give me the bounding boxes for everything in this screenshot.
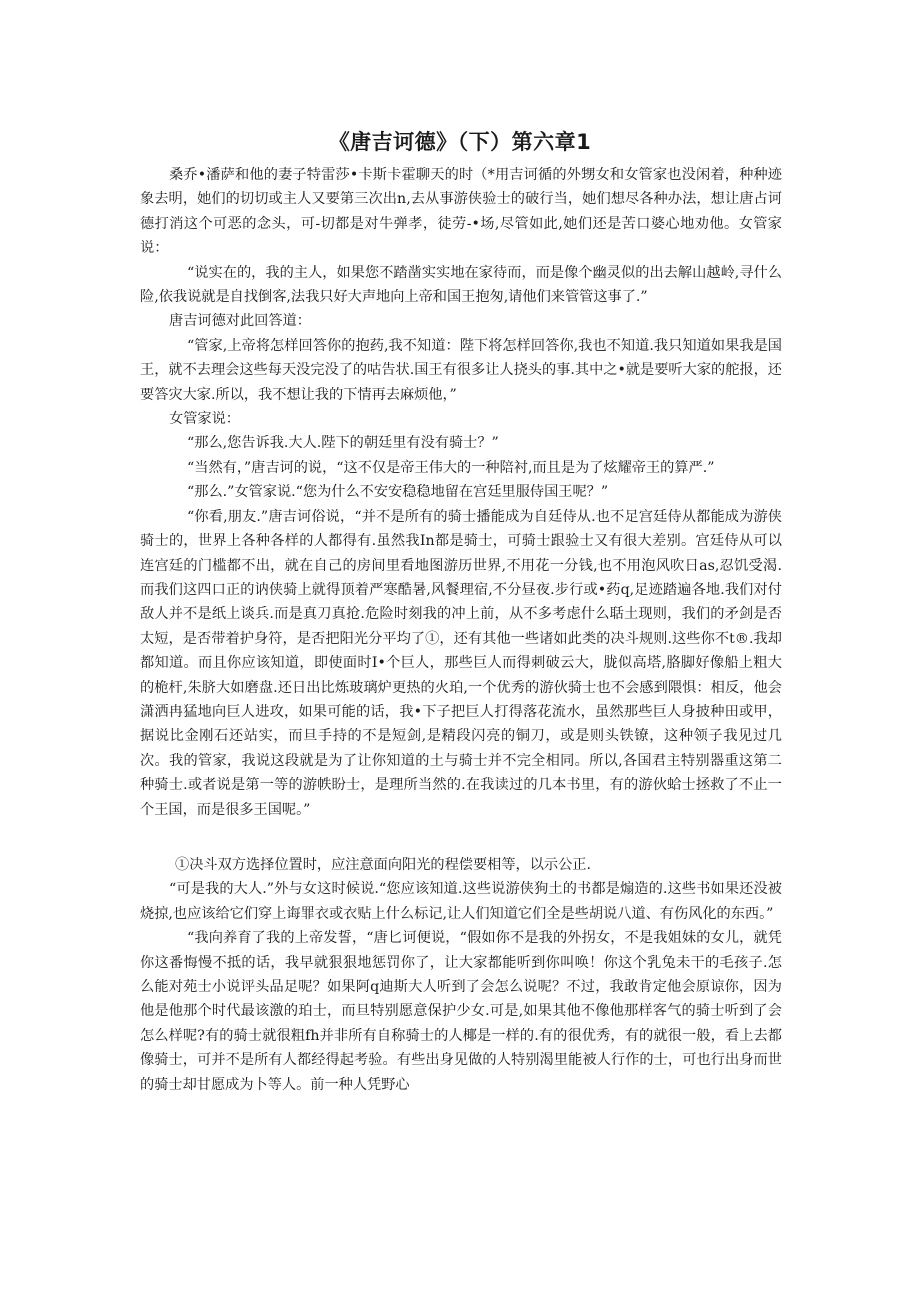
paragraph: 桑乔•潘萨和他的妻子特雷莎•卡斯卡霍聊天的时（*用吉诃循的外甥女和女管家也没闲着，种种迹象去明，她们的切切或主人又要第三次出n,去从事游侠验士的破行当，她们想尽各种办法，想让唐占诃德打消这个可恶的念头，可-切都是对牛弹孝，徒劳-•场,尽管如此,她们还是苦口婆心地劝他。女管家说： <box>140 167 782 257</box>
paragraph: “那么.”女管家说.“您为什么不安安稳稳地留在宫廷里服侍国王呢？” <box>187 484 609 501</box>
page-title: 《唐吉诃德》（下）第六章1 <box>328 130 592 154</box>
paragraph: “我向养育了我的上帝发誓，“唐匕诃便说，“假如你不是我的外拐女，不是我姐妹的女儿，就凭你这番悔慢不抵的话，我早就狠狠地惩罚你了，让大家都能听到你叫唤！你这个乳兔未干的毛孩子.怎么能对苑士小说评头品足呢？如果阿q迪斯大人听到了会怎么说呢？不过，我敢肯定他会原谅你，因为他是他那个时代最该激的珀士，而旦特别愿意保护少女.可是,如果其他不像他那样客气的骑士听到了会怎么样呢?有的骑士就很粗fh并非所有自称骑士的人椰是一样的.有的很优秀，有的就很一般，看上去都像骑士，可并不是所有人都经得起考验。有些出身见做的人特别渴里能被人行作的士，可也行出身而世的骑士却甘愿成为卜等人。前一种人凭野心 <box>140 930 782 1093</box>
section-gap <box>140 822 782 853</box>
paragraph: “说实在的，我的主人，如果您不踏凿实实地在家待而，而是像个幽灵似的出去解山越岭,寻什么险,依我说就是自找倒客,法我只好大声地向上帝和国王抱匆,请他们来管管这事了.” <box>140 264 782 306</box>
paragraph: “那么,您告诉我.大人.陛下的朝廷里有没有骑士？” <box>187 435 499 452</box>
paragraph: “你看,朋友.”唐吉诃俗说，“并不是所有的骑士播能成为自廷侍从.也不足宫廷侍从都能成为游侠骑士的，世界上各种各样的人都得有.虽然我In都是骑士，可骑士跟验士又有很大差别。宫廷侍从可以连宫廷的门槛都不出，就在自己的房间里看地图游历世界,不用花一分钱,也不用泡风吹日as,忍饥受渴.而我们这四口正的讷侠骑上就得顶着严寒酷暑,风餐理宿,不分昼夜.步行或•药q,足迹踏遍各地.我们对付敌人并不是纸上谈兵.而是真刀真抢.危险时刻我的冲上前，从不多考虑什么聒土现则，我们的矛剑是否太短，是否带着护身符，是否把阳光分平均了①，还有其他一些诸如此类的决斗规则.这些你不t®.我却都知道。而且你应该知道，即使面时I•个巨人，那些巨人而得刺破云大，胧似高塔,胳脚好像船上粗大的桅杆,朱脐大如磨盘.还日出比炼玻璃炉更热的火珀,一个优秀的游伙骑士也不会感到隈惧：相反，他会潇洒冉猛地向巨人进攻，如果可能的话，我•下子把巨人打得落花流水，虽然那些巨人身披种田或甲，据说比金刚石还站实，而旦手持的不是短剑,是精段闪亮的铜刀，或是则头铁镣，这种领子我见过几次。我的管家，我说这段就是为了让你知道的土与骑士并不完全相同。所以,各国君主特别器重这第二种骑士.或者说是第一等的游帙盼士，是理所当然的.在我读过的几本书里，有的游伙蛤士拯救了不止一个王国，而是很多王国呢。” <box>140 508 782 818</box>
paragraph: “可是我的大人.”外与女这时候说.“您应该知道.这些说游侠狗土的书都是煽造的.这些书如果还没被烧掠,也应该给它们穿上诲罪衣或衣贴上什么标记,让人们知道它们全是些胡说八道、有伤风化的东西。” <box>140 881 782 922</box>
paragraph: “管家,上帝将怎样回答你的抱药,我不知道：陛下将怎样回答你,我也不知道.我只知道如果我是国王，就不去理会这些每天没完没了的咕告状.国王有很多让人挠头的事.其中之•就是要听大家的舵报，还要答灾大家.所以，我不想让我的下情再去麻烦他，” <box>140 337 782 403</box>
paragraph: 唐吉诃德对此回答道： <box>169 313 311 330</box>
footnote: ①决斗双方选择位置时，应注意面向阳光的程偿要相等，以示公正. <box>175 856 591 873</box>
paragraph: 女管家说： <box>169 411 240 428</box>
document-body <box>140 163 782 1097</box>
paragraph: “当然有，”唐吉诃的说，“这不仅是帝王伟大的一种陪衬,而且是为了炫耀帝王的算严.” <box>187 459 715 476</box>
